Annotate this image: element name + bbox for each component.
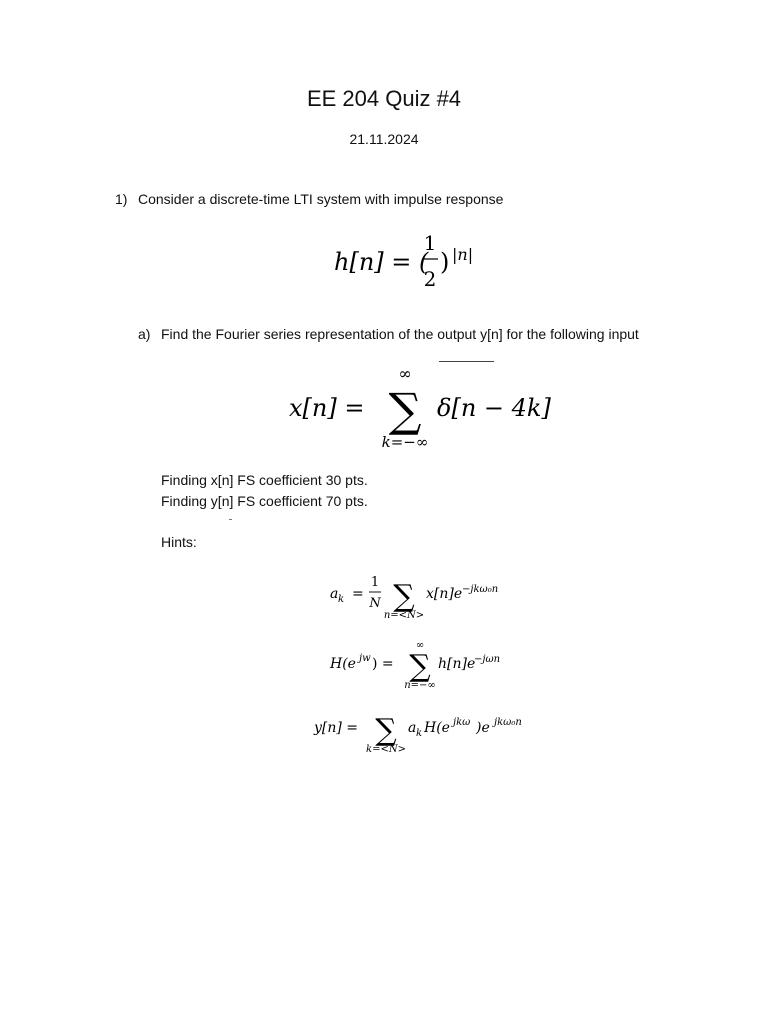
H-sum-upper: ∞	[415, 640, 425, 651]
y-term2-close: )e	[476, 720, 490, 736]
quiz-date: 21.11.2024	[349, 131, 419, 147]
ak-lhs-sub: k	[338, 594, 345, 605]
H-lhs: H(e	[330, 656, 356, 672]
ak-sum-lower: n=<N>	[383, 610, 425, 621]
y-exponent: jkω₀n	[494, 717, 522, 728]
ak-exponent: −jkω₀n	[462, 584, 499, 595]
y-sum-lower: k=<N>	[366, 744, 406, 755]
part-a-text: Find the Fourier series representation of the output y[n] for the following input	[161, 326, 639, 342]
y-term2-exponent: jkω	[453, 717, 471, 728]
input-signal-equation	[285, 360, 555, 455]
h-rhs: )	[440, 248, 450, 276]
ak-term: x[n]e	[426, 586, 463, 602]
ak-lhs: a	[330, 586, 339, 602]
hint-output-equation	[310, 704, 530, 756]
page-title: EE 204 Quiz #4	[306, 86, 462, 111]
y-sum-symbol: ∑	[375, 713, 397, 748]
ak-numerator: 1	[370, 575, 380, 590]
H-sum-lower: n=−∞	[404, 680, 436, 691]
x-sum-symbol: ∑	[388, 383, 422, 437]
ak-sum-symbol: ∑	[393, 579, 415, 614]
x-sum-upper: ∞	[398, 364, 412, 383]
x-lhs: x[n] =	[289, 394, 365, 422]
H-lhs-exponent: jw	[359, 653, 371, 664]
x-rhs: δ[n − 4k]	[437, 394, 551, 422]
hint-frequency-response-equation	[326, 636, 526, 692]
question-number: 1)	[115, 191, 128, 207]
ak-eq: =	[352, 586, 364, 602]
y-term1-sub: k	[416, 728, 423, 739]
h-denominator: 2	[423, 267, 437, 291]
hints-label: Hints:	[161, 534, 197, 550]
stray-dot	[229, 519, 232, 520]
y-term1: a	[408, 720, 417, 736]
H-lhs-close: ) =	[372, 656, 394, 672]
h-lhs: h[n] = (	[334, 248, 429, 276]
impulse-response-equation	[330, 228, 490, 292]
y-term2: H(e	[424, 720, 450, 736]
score-line-x: Finding x[n] FS coefficient 30 pts.	[161, 472, 368, 488]
hint-ak-equation	[326, 570, 526, 622]
H-exponent: −jωn	[474, 654, 501, 665]
ak-denominator: N	[369, 596, 381, 611]
H-term: h[n]e	[438, 656, 476, 672]
y-lhs: y[n] =	[314, 720, 359, 736]
x-sum-lower: k=−∞	[381, 433, 429, 451]
H-sum-symbol: ∑	[409, 649, 431, 684]
h-exponent: |n|	[452, 245, 474, 264]
h-numerator: 1	[423, 231, 437, 255]
part-a-label: a)	[138, 326, 151, 342]
score-line-y: Finding y[n] FS coefficient 70 pts.	[161, 493, 368, 509]
question-text: Consider a discrete-time LTI system with impulse response	[138, 191, 504, 207]
